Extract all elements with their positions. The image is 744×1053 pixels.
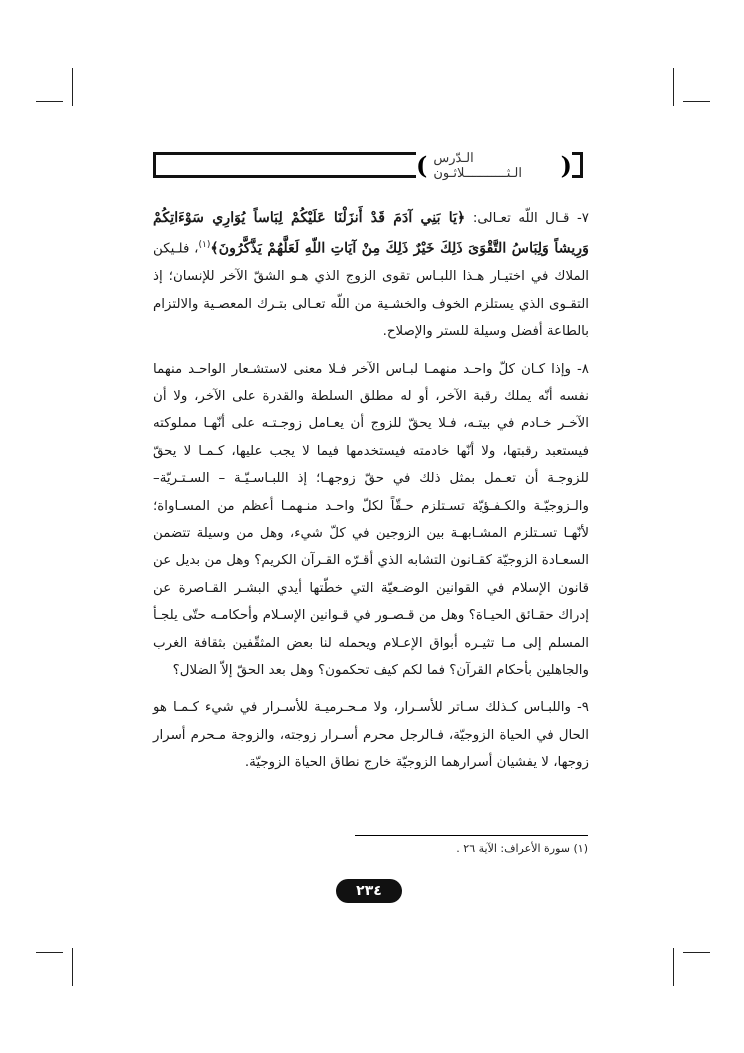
paragraph-7 — [153, 205, 589, 346]
paragraph-9: ٩- واللبـاس كـذلك سـاتر للأسـرار، ولا مـحـرميـة للأسـرار في شيء كـمـا هو الحال في الحياة الزوجيّة، فـالرجل محرم أسـرار زوجته، والزوجة مـحرم أسرار زوجها، لا يفشيان أسرارهما الزوجيّة خارج نطاق الحياة الزوجيّة. — [153, 700, 589, 771]
crop-mark — [36, 952, 63, 953]
crop-mark — [72, 948, 73, 986]
crop-mark — [673, 948, 674, 986]
header-paren-close: ) — [560, 151, 572, 180]
crop-mark — [683, 101, 710, 102]
paragraph-7-body: ، فلـيكن الملاك في اختيـار هـذا اللبـاس تقوى الزوج الذي هـو الشقّ الآخر للإنسان؛ إذ التقـوى الذي يستلزم الخوف والخشـية من اللّه تعـالى بتـرك المعصـية والالتزام بالطاعة أفضل وسيلة للستر والإصلاح. — [153, 241, 589, 340]
header-paren-open: ( — [416, 151, 428, 180]
crop-mark — [673, 68, 674, 106]
footnote: (١) سورة الأعراف: الآية ٢٦ . — [456, 842, 588, 855]
page-number: ٢٣٤ — [336, 879, 402, 903]
crop-mark — [72, 68, 73, 106]
quran-verse: ﴿يَا بَنِي آدَمَ قَدْ أَنزَلْنَا عَلَيْكُمْ لِبَاساً يُوَارِي سَوْءَاتِكُمْ وَرِيشاً وَلِبَاسُ التَّقْوَىَ ذَلِكَ خَيْرٌ ذَلِكَ مِنْ آيَاتِ اللّهِ لَعَلَّهُمْ يَذَّكَّرُونَ﴾ — [153, 210, 589, 257]
crop-mark — [36, 101, 63, 102]
footnote-reference[interactable]: (١) — [198, 240, 211, 251]
paragraph-8: ٨- وإذا كـان كلّ واحـد منهمـا لبـاس الآخر فـلا معنى لاستشـعار الواحـد منهما نفسه أنّه يملك رقبة الآخر، أو له مطلق السلطة والقدرة على الآخر، ولا أن الآخـر خـادم في بيتـه، فـلا يحقّ للزوج أن يعـامل زوجـتـه على أنّهـا مملوكته فيستعبد رقبتها، ولا أنّها خادمته فيستخدمها فيما لا يجب عليها، كـمـا لا يحقّ للزوجـة أن تعـمل بمثل ذلك في حقّ زوجهـا؛ إذ اللبـاسـيّـة – السـتـريّة– والـزوجيّـة والكـفـؤيّة تسـتلزم حـقّاً لكلّ واحـد منـهمـا أعظم من المسـاواة؛ لأنّهـا تسـتلزم المشـابهـة بين الزوجين في كلّ شيء، وهل من وسيلة تتضمن السعـادة الزوجيّة كقـانون التشابه الذي أقـرّه القـرآن الكريم؟ وهل من بديل عن قانون الإسلام في القوانين الوضـعيّة التي خطّتها أيدي البشـر القـاصرة عن إدراك حقـائق الحيـاة؟ وهل من قـصـور في قـوانين الإسـلام وأحكامـه حتّى يلجـأ المسلم إلى مـا تثيـره أبواق الإعـلام ويحمله لنا بعض المثقّفين بثقافة الغرب والجاهلين بأحكام القرآن؟ فما لكم كيف تحكمون؟ وهل بعد الحقّ إلاّ الضلال؟ — [153, 361, 589, 678]
footnote-divider — [355, 835, 588, 836]
running-header — [416, 151, 572, 181]
paragraph-7-intro: ٧- قـال اللّه تعـالى: — [465, 211, 589, 226]
crop-mark — [683, 952, 710, 953]
header-title: الـدّرس الـثـــــــــــلاثـون — [433, 151, 523, 181]
page-body — [153, 205, 589, 777]
